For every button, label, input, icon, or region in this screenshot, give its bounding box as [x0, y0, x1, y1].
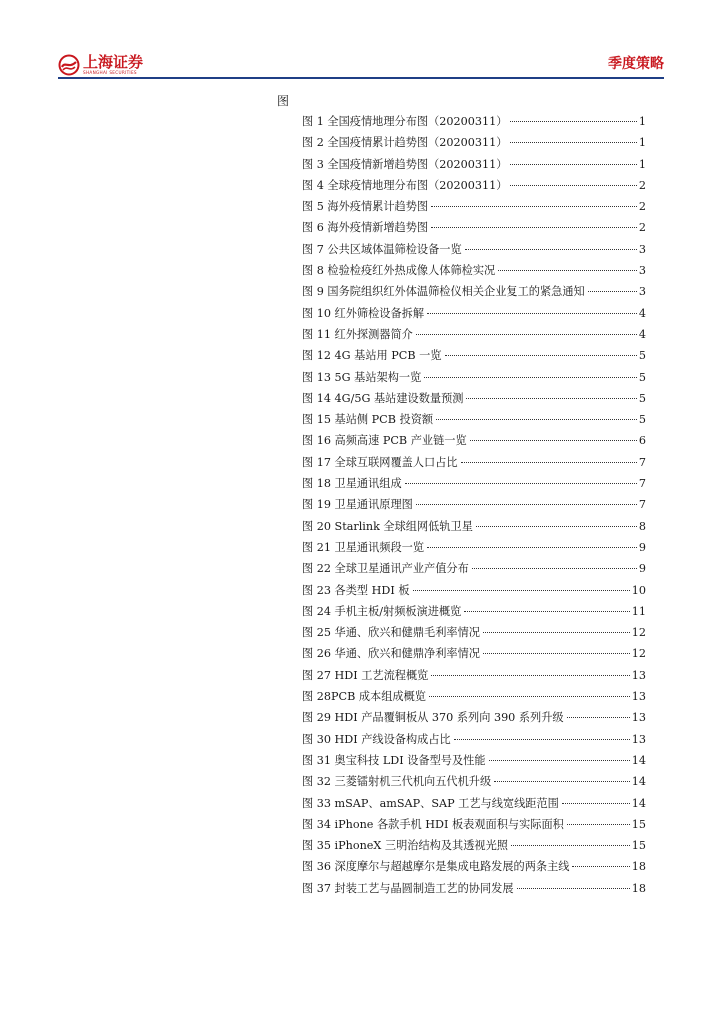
toc-entry-label: 图 28PCB 成本组成概览: [302, 690, 426, 704]
toc-entry-label: 图 11 红外探测器简介: [302, 327, 413, 341]
toc-entry[interactable]: [302, 198, 646, 219]
toc-leader-dots: [472, 568, 637, 569]
toc-leader-dots: [489, 760, 630, 761]
toc-entry-label: 图 34 iPhone 各款手机 HDI 板表观面积与实际面积: [302, 817, 564, 831]
toc-entry[interactable]: [302, 411, 646, 432]
toc-entry-label: 图 37 封装工艺与晶圆制造工艺的协同发展: [302, 881, 514, 895]
toc-entry[interactable]: [302, 283, 646, 304]
toc-entry[interactable]: [302, 518, 646, 539]
toc-leader-dots: [465, 249, 637, 250]
toc-entry-page: 1: [638, 115, 646, 128]
toc-entry-label: 图 18 卫星通讯组成: [302, 477, 402, 491]
toc-entry[interactable]: [302, 858, 646, 879]
toc-entry-page: 3: [638, 264, 646, 278]
toc-entry-page: 7: [638, 477, 646, 491]
toc-entry-page: 7: [638, 455, 646, 469]
toc-entry[interactable]: [302, 432, 646, 453]
toc-entry-label: 图 35 iPhoneX 三明治结构及其透视光照: [302, 839, 508, 853]
toc-leader-dots: [464, 611, 629, 612]
header-divider: [58, 77, 664, 79]
logo-english-name: SHANGHAI SECURITIES: [83, 69, 137, 75]
toc-entry-label: 图 22 全球卫星通讯产业产值分布: [302, 562, 469, 576]
toc-entry[interactable]: [302, 496, 646, 517]
toc-entry[interactable]: [302, 880, 646, 901]
toc-entry[interactable]: [302, 156, 646, 177]
toc-leader-dots: [494, 781, 630, 782]
toc-leader-dots: [476, 526, 637, 527]
toc-entry-page: 2: [638, 221, 646, 235]
toc-entry[interactable]: [302, 837, 646, 858]
toc-entry-page: 3: [638, 242, 646, 256]
toc-entry-page: 13: [631, 690, 646, 704]
toc-entry-page: 13: [631, 732, 646, 746]
toc-entry-label: 图 1 全国疫情地理分布图（20200311）: [302, 115, 508, 128]
toc-entry-page: 1: [638, 136, 646, 150]
toc-leader-dots: [510, 164, 636, 165]
toc-entry-page: 5: [638, 413, 646, 427]
toc-entry-label: 图 16 高频高速 PCB 产业链一览: [302, 434, 467, 448]
page-header: [0, 0, 724, 80]
toc-entry-page: 1: [638, 157, 646, 171]
toc-entry[interactable]: [302, 219, 646, 240]
toc-entry-page: 7: [638, 498, 646, 512]
toc-entry-page: 12: [631, 647, 646, 661]
toc-entry-page: 6: [638, 434, 646, 448]
toc-entry-label: 图 19 卫星通讯原理图: [302, 498, 413, 512]
toc-entry[interactable]: [302, 262, 646, 283]
toc-leader-dots: [431, 675, 629, 676]
toc-entry-page: 9: [638, 540, 646, 554]
toc-entry[interactable]: [302, 177, 646, 198]
toc-entry[interactable]: [302, 369, 646, 390]
toc-entry-page: 8: [638, 519, 646, 533]
toc-entry[interactable]: [302, 539, 646, 560]
figure-list: [302, 113, 646, 901]
toc-entry-page: 14: [631, 775, 646, 789]
toc-entry[interactable]: [302, 795, 646, 816]
toc-entry[interactable]: [302, 709, 646, 730]
toc-leader-dots: [588, 291, 637, 292]
toc-leader-dots: [431, 206, 637, 207]
toc-entry-page: 13: [631, 668, 646, 682]
toc-entry-page: 13: [631, 711, 646, 725]
toc-entry-label: 图 4 全球疫情地理分布图（20200311）: [302, 178, 508, 192]
toc-entry[interactable]: [302, 454, 646, 475]
toc-entry-label: 图 29 HDI 产品覆铜板从 370 系列向 390 系列升级: [302, 711, 564, 725]
toc-leader-dots: [431, 227, 637, 228]
toc-entry-label: 图 15 基站侧 PCB 投资额: [302, 413, 434, 427]
toc-entry-label: 图 30 HDI 产线设备构成占比: [302, 732, 451, 746]
toc-entry-label: 图 10 红外筛检设备拆解: [302, 306, 425, 320]
toc-leader-dots: [510, 185, 636, 186]
toc-entry-label: 图 14 4G/5G 基站建设数量预测: [302, 391, 464, 405]
toc-entry[interactable]: [302, 241, 646, 262]
toc-leader-dots: [567, 717, 630, 718]
toc-leader-dots: [429, 696, 630, 697]
toc-entry-page: 2: [638, 200, 646, 214]
toc-leader-dots: [562, 803, 630, 804]
toc-entry-label: 图 23 各类型 HDI 板: [302, 583, 410, 597]
toc-entry[interactable]: [302, 475, 646, 496]
toc-entry-page: 5: [638, 370, 646, 384]
toc-entry-label: 图 3 全国疫情新增趋势图（20200311）: [302, 157, 508, 171]
toc-leader-dots: [510, 142, 636, 143]
toc-entry[interactable]: [302, 305, 646, 326]
toc-leader-dots: [511, 845, 630, 846]
logo-emblem-icon: [58, 54, 80, 76]
toc-entry-label: 图 2 全国疫情累计趋势图（20200311）: [302, 136, 508, 150]
toc-entry-label: 图 13 5G 基站架构一览: [302, 370, 422, 384]
toc-leader-dots: [427, 547, 637, 548]
toc-entry[interactable]: [302, 816, 646, 837]
toc-entry-label: 图 9 国务院组织红外体温筛检仪相关企业复工的紧急通知: [302, 285, 585, 299]
toc-entry-label: 图 27 HDI 工艺流程概览: [302, 668, 429, 682]
toc-entry-label: 图 21 卫星通讯频段一览: [302, 540, 425, 554]
toc-entry[interactable]: [302, 624, 646, 645]
toc-entry-page: 5: [638, 349, 646, 363]
toc-leader-dots: [498, 270, 637, 271]
toc-leader-dots: [517, 888, 630, 889]
toc-entry-label: 图 20 Starlink 全球组网低轨卫星: [302, 519, 473, 533]
toc-entry-label: 图 24 手机主板/射频板演进概览: [302, 604, 462, 618]
toc-entry[interactable]: [302, 752, 646, 773]
toc-entry[interactable]: [302, 134, 646, 155]
toc-entry-label: 图 17 全球互联网覆盖人口占比: [302, 455, 458, 469]
toc-leader-dots: [413, 590, 630, 591]
toc-entry[interactable]: [302, 667, 646, 688]
toc-entry[interactable]: [302, 390, 646, 411]
toc-leader-dots: [424, 377, 637, 378]
toc-entry-label: 图 7 公共区域体温筛检设备一览: [302, 242, 462, 256]
toc-entry-page: 10: [631, 583, 646, 597]
toc-entry-page: 15: [631, 839, 646, 853]
toc-entry-label: 图 8 检验检疫红外热成像人体筛检实况: [302, 264, 496, 278]
toc-entry[interactable]: [302, 582, 646, 603]
toc-entry-page: 9: [638, 562, 646, 576]
company-logo: [58, 52, 143, 78]
toc-entry[interactable]: [302, 113, 646, 134]
toc-entry-page: 2: [638, 178, 646, 192]
toc-entry-page: 14: [631, 796, 646, 810]
toc-entry-label: 图 6 海外疫情新增趋势图: [302, 221, 429, 235]
toc-entry-page: 11: [631, 604, 646, 618]
toc-entry[interactable]: [302, 688, 646, 709]
toc-entry[interactable]: [302, 326, 646, 347]
toc-entry-label: 图 5 海外疫情累计趋势图: [302, 200, 429, 214]
toc-leader-dots: [567, 824, 630, 825]
toc-entry-label: 图 26 华通、欣兴和健鼎净利率情况: [302, 647, 480, 661]
report-type-label: 季度策略: [608, 56, 664, 72]
toc-heading: 图: [277, 94, 290, 108]
toc-leader-dots: [466, 398, 636, 399]
toc-leader-dots: [483, 653, 630, 654]
toc-leader-dots: [470, 440, 637, 441]
toc-entry[interactable]: [302, 603, 646, 624]
toc-leader-dots: [483, 632, 630, 633]
toc-leader-dots: [416, 504, 637, 505]
toc-entry[interactable]: [302, 347, 646, 368]
logo-chinese-name: 上海证券: [83, 52, 144, 71]
toc-entry-label: 图 33 mSAP、amSAP、SAP 工艺与线宽线距范围: [302, 796, 559, 810]
toc-entry-label: 图 32 三菱镭射机三代机向五代机升级: [302, 775, 492, 789]
toc-entry-page: 5: [638, 391, 646, 405]
toc-leader-dots: [405, 483, 637, 484]
toc-entry-label: 图 31 奥宝科技 LDI 设备型号及性能: [302, 753, 486, 767]
toc-entry-page: 4: [638, 327, 646, 341]
toc-leader-dots: [436, 419, 637, 420]
toc-entry-page: 15: [631, 817, 646, 831]
toc-leader-dots: [427, 313, 637, 314]
toc-entry-page: 4: [638, 306, 646, 320]
toc-entry[interactable]: [302, 645, 646, 666]
toc-entry[interactable]: [302, 560, 646, 581]
toc-entry-page: 3: [638, 285, 646, 299]
toc-entry-page: 18: [631, 860, 646, 874]
toc-entry-label: 图 25 华通、欣兴和健鼎毛利率情况: [302, 626, 480, 640]
toc-entry-page: 18: [631, 881, 646, 895]
toc-entry[interactable]: [302, 773, 646, 794]
toc-leader-dots: [572, 866, 629, 867]
toc-entry-label: 图 12 4G 基站用 PCB 一览: [302, 349, 442, 363]
toc-entry-label: 图 36 深度摩尔与超越摩尔是集成电路发展的两条主线: [302, 860, 570, 874]
toc-leader-dots: [445, 355, 637, 356]
toc-entry[interactable]: [302, 731, 646, 752]
toc-entry-page: 12: [631, 626, 646, 640]
toc-leader-dots: [510, 121, 636, 122]
toc-leader-dots: [416, 334, 637, 335]
toc-entry-page: 14: [631, 753, 646, 767]
toc-leader-dots: [461, 462, 637, 463]
toc-leader-dots: [454, 739, 630, 740]
